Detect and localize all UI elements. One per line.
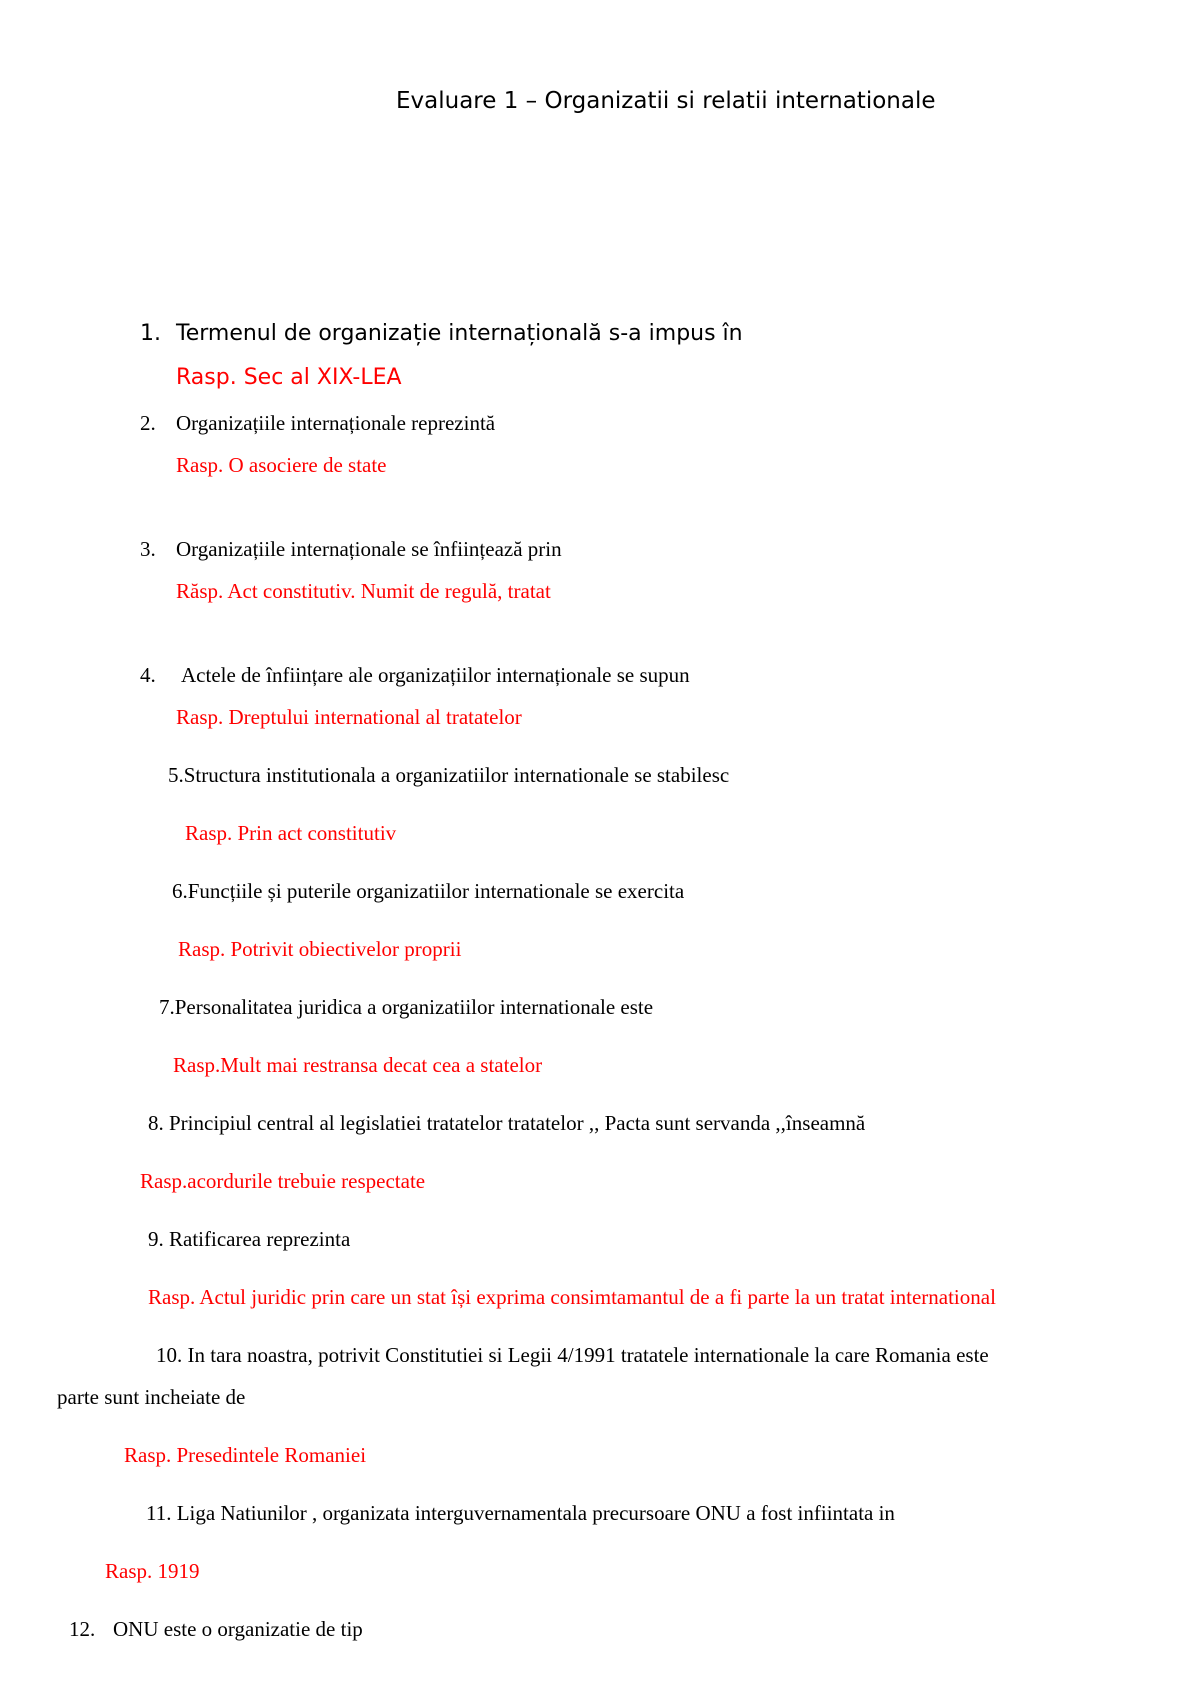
question-number: 4.	[140, 663, 156, 687]
answer-11: Rasp. 1919	[105, 1559, 200, 1583]
question-1	[140, 319, 743, 349]
document-title: Evaluare 1 – Organizatii si relatii internationale	[396, 88, 936, 114]
answer-6: Rasp. Potrivit obiectivelor proprii	[178, 937, 462, 961]
question-text: Organizațiile internaționale reprezintă	[176, 411, 496, 435]
answer-10: Rasp. Presedintele Romaniei	[124, 1443, 367, 1467]
question-text: Termenul de organizație internațională s-a impus în	[176, 321, 743, 346]
question-10: 10. In tara noastra, potrivit Constitutiei si Legii 4/1991 tratatele internationale la care Romania este	[156, 1343, 989, 1367]
question-9: 9. Ratificarea reprezinta	[148, 1227, 351, 1251]
answer-5: Rasp. Prin act constitutiv	[185, 821, 397, 845]
answer-9: Rasp. Actul juridic prin care un stat își exprima consimtamantul de a fi parte la un tratat international	[148, 1285, 996, 1309]
answer-1: Rasp. Sec al XIX-LEA	[176, 365, 402, 390]
answer-4: Rasp. Dreptului international al tratatelor	[176, 705, 522, 729]
question-number: 1.	[140, 321, 161, 346]
question-3	[140, 536, 562, 562]
question-number: 2.	[140, 411, 156, 435]
question-7: 7.Personalitatea juridica a organizatiilor internationale este	[159, 995, 654, 1019]
question-5: 5.Structura institutionala a organizatiilor internationale se stabilesc	[168, 763, 730, 787]
question-2	[140, 410, 495, 436]
question-text: Actele de înființare ale organizațiilor internaționale se supun	[181, 663, 690, 687]
question-10-continued: parte sunt incheiate de	[57, 1385, 246, 1409]
question-text: Organizațiile internaționale se înființează prin	[176, 537, 562, 561]
question-6: 6.Funcțiile și puterile organizatiilor internationale se exercita	[172, 879, 685, 903]
question-number: 3.	[140, 537, 156, 561]
question-11: 11. Liga Natiunilor , organizata interguvernamentala precursoare ONU a fost infiintata in	[146, 1501, 895, 1525]
question-number: 12.	[69, 1617, 96, 1641]
answer-3: Răsp. Act constitutiv. Numit de regulă, tratat	[176, 579, 551, 603]
answer-8: Rasp.acordurile trebuie respectate	[140, 1169, 426, 1193]
question-4	[140, 662, 690, 688]
question-12	[69, 1616, 363, 1642]
question-8: 8. Principiul central al legislatiei tratatelor tratatelor ,, Pacta sunt servanda ,,înseamnă	[148, 1111, 866, 1135]
answer-7: Rasp.Mult mai restransa decat cea a statelor	[173, 1053, 543, 1077]
answer-2: Rasp. O asociere de state	[176, 453, 387, 477]
question-text: ONU este o organizatie de tip	[113, 1617, 363, 1641]
